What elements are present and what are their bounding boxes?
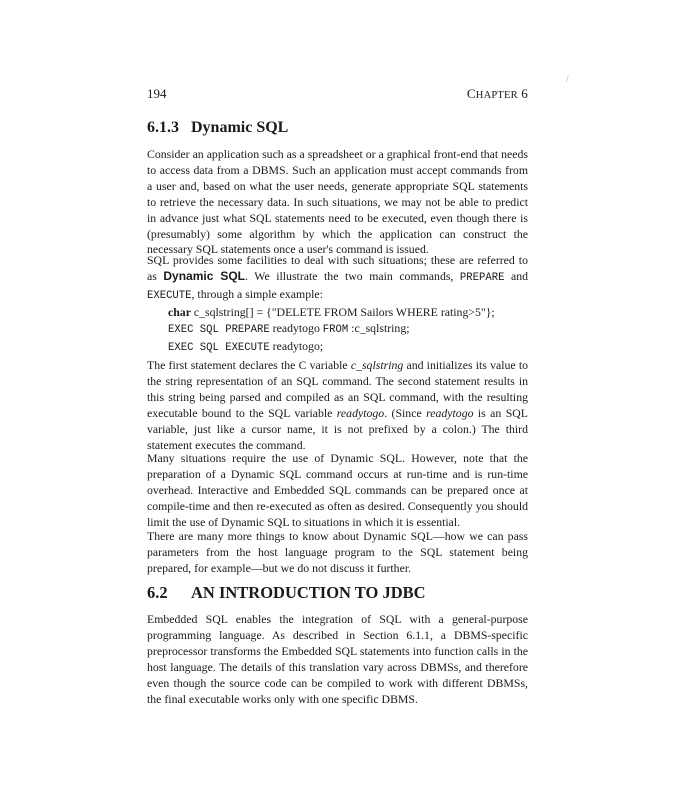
paragraph-runtime-overhead: Many situations require the use of Dynamic SQL. However, note that the preparation of a Dynamic SQL command occurs at run-time and is run-time overhead. Interactive and Embedded SQL commands can be prepared once at compile-time and then re-executed as often as desired. Consequently you should limit the use of Dynamic SQL to situations in which it is essential.: [147, 451, 528, 529]
paragraph-dynamic-sql: [147, 253, 528, 305]
variable-c-sqlstring: c_sqlstring: [350, 358, 404, 372]
paragraph-more-things: There are many more things to know about Dynamic SQL—how we can pass parameters from the host language program to the SQL statement being prepared, for example—but we do not discuss it further.: [147, 529, 528, 575]
chapter-number: 6: [521, 86, 528, 101]
paragraph-jdbc-intro: Embedded SQL enables the integration of SQL with a general-purpose programming language. As described in Section 6.1.1, a DBMS-specific preprocessor transforms the Embedded SQL statements into function calls in the host language. The details of this translation vary across DBMSs, and therefore even though the source code can be compiled to work with different DBMSs, the final executable works only with one specific DBMS.: [147, 612, 528, 706]
section-heading: [147, 583, 426, 603]
variable-readytogo: readytogo: [336, 405, 385, 420]
text-run: , through a simple example:: [191, 286, 323, 301]
page-number: 194: [147, 86, 167, 101]
subsection-heading: [147, 119, 288, 137]
subsection-title: Dynamic SQL: [191, 119, 289, 136]
code-keyword-char: char: [168, 305, 191, 319]
text-run: . We illustrate the two main commands,: [244, 268, 460, 283]
code-text: :c_sqlstring;: [348, 320, 410, 335]
text-run: The first statement declares the C variable: [147, 358, 351, 372]
keyword-prepare: PREPARE: [459, 271, 505, 284]
section-title: AN INTRODUCTION TO JDBC: [191, 583, 426, 602]
variable-readytogo: readytogo: [426, 405, 474, 420]
margin-mark: /: [566, 74, 569, 84]
chapter-word: HAPTER: [475, 90, 518, 101]
paragraph-explanation: [147, 358, 528, 453]
code-line-1: [168, 305, 528, 321]
code-keyword-prepare: EXEC SQL PREPARE: [168, 323, 270, 336]
code-text: readytogo: [269, 320, 323, 335]
text-run: SQL provides some facilities to deal with such situations; these are referred to as: [147, 253, 528, 283]
code-text: readytogo;: [269, 338, 324, 353]
text-run: and initializes its value to the string representation of an SQL command. The second statement results in this string being parsed and compiled as an SQL command, with the resulting executable bound to the SQL variable: [147, 358, 528, 420]
running-header: [147, 86, 528, 104]
text-run: is an SQL variable, just like a cursor name, it is not prefixed by a colon.) The third statement executes the command.: [147, 405, 529, 452]
code-keyword-execute: EXEC SQL EXECUTE: [168, 341, 270, 354]
keyword-execute: EXECUTE: [147, 289, 192, 302]
code-line-2: [168, 321, 528, 339]
subsection-number: 6.1.3: [147, 119, 179, 136]
code-example: [168, 305, 528, 357]
chapter-initial: C: [466, 86, 476, 101]
paragraph-intro: Consider an application such as a spreadsheet or a graphical front-end that needs to access data from a DBMS. Such an application must accept commands from a user and, based on what the user needs, generate appropriate SQL statements to retrieve the necessary data. In such situations, we may not be able to predict in advance just what SQL statements need to be executed, even though there is (presumably) some algorithm by which the application can construct the necessary SQL statements once a user's command is issued.: [147, 147, 528, 257]
text-run: and: [504, 268, 529, 283]
chapter-label: [467, 86, 528, 102]
section-number: 6.2: [147, 583, 168, 602]
code-keyword-from: FROM: [322, 323, 349, 336]
term-dynamic-sql: Dynamic SQL: [163, 268, 245, 283]
code-text: c_sqlstring[] = {"DELETE FROM Sailors WHERE rating>5"};: [190, 305, 495, 319]
text-run: . (Since: [384, 405, 427, 420]
code-line-3: [168, 339, 528, 357]
